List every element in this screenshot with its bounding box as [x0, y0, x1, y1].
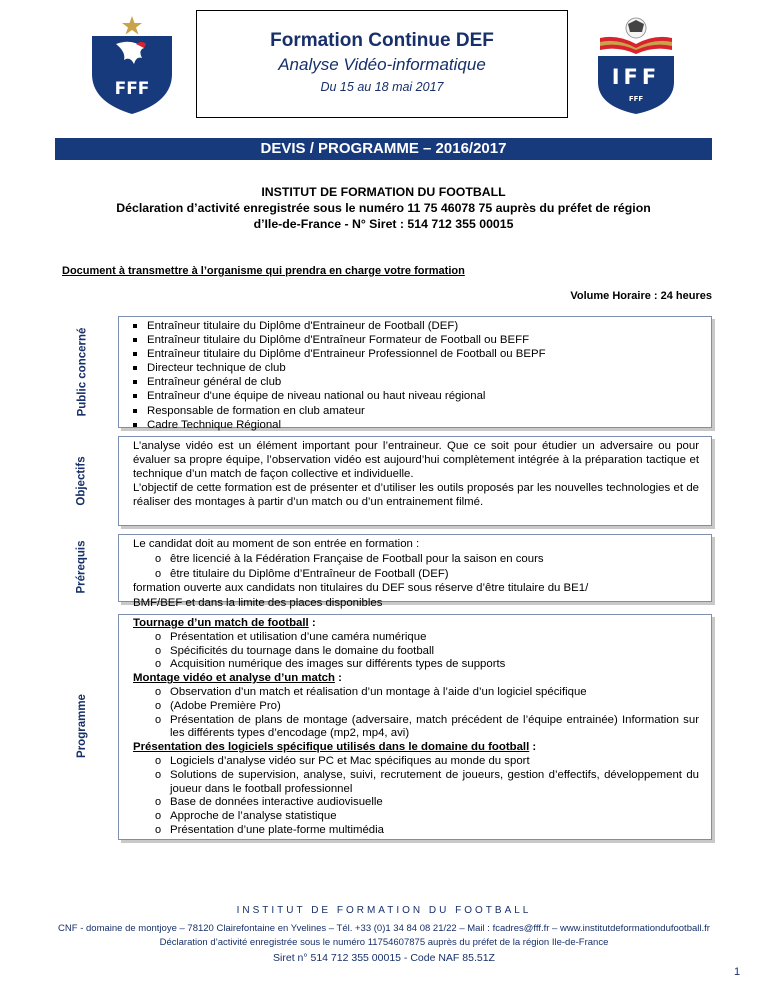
list-item: Entraîneur titulaire du Diplôme d'Entraineur Professionnel de Football ou BEPF: [133, 347, 699, 361]
page-number: 1: [734, 966, 741, 978]
footer-declaration: Déclaration d’activité enregistrée sous le numéro 11754607875 auprès du préfet de la région Ile-de-France: [159, 937, 609, 948]
section-label-public: Public concerné: [76, 327, 88, 417]
list-item: o Présentation et utilisation d’une caméra numérique: [155, 631, 699, 645]
list-item: Entraîneur d'une équipe de niveau national ou haut niveau régional: [133, 389, 699, 403]
institute-siret: d’Ile-de-France - N° Siret : 514 712 355 00015: [253, 217, 514, 231]
prerequis-intro: Le candidat doit au moment de son entrée en formation :: [133, 538, 420, 550]
svg-text:IFF: IFF: [611, 65, 661, 89]
programme-list-tournage: [133, 631, 699, 672]
formation-dates: Du 15 au 18 mai 2017: [320, 80, 444, 94]
footer-siret: Siret n° 514 712 355 00015 - Code NAF 85.51Z: [273, 952, 495, 964]
public-box: [118, 316, 712, 431]
footer-title: INSTITUT DE FORMATION DU FOOTBALL: [236, 905, 532, 916]
prerequis-list: [133, 552, 699, 582]
programme-box: [118, 614, 712, 840]
programme-heading-logiciels: Présentation des logiciels spécifique utilisés dans le domaine du football :: [133, 741, 537, 754]
prerequis-outro-2: BMF/BEF et dans la limite des places disponibles: [133, 597, 383, 610]
list-item: o Logiciels d’analyse vidéo sur PC et Mac spécifiques au monde du sport: [155, 755, 699, 769]
institute-declaration: Déclaration d’activité enregistrée sous le numéro 11 75 46078 75 auprès du préfet de région: [116, 201, 651, 215]
title-box: [196, 10, 568, 118]
objectifs-text-1: L’analyse vidéo est un élément important pour l’entraineur. Que ce soit pour étudier un adversaire ou pour évaluer sa propre équipe, l’observation vidéo est aujourd’hui complètement intégrée à la préparation tactique et technique d’un match de façon collective et individuelle.: [133, 440, 699, 481]
prerequis-box: [118, 534, 712, 610]
fff-logo: [86, 14, 178, 116]
list-item: o être licencié à la Fédération Française de Football pour la saison en cours: [155, 552, 699, 567]
programme-list-montage: [133, 686, 699, 741]
list-item: o Base de données interactive audiovisuelle: [155, 796, 699, 810]
iff-logo: [588, 16, 684, 116]
list-item: o Présentation de plans de montage (adversaire, match précédent de l’équipe entrainée) Information sur les différents types d’encodage (mp2, mp4, avi): [155, 714, 699, 742]
programme-heading-montage: Montage vidéo et analyse d’un match :: [133, 672, 342, 685]
objectifs-box: [118, 436, 712, 526]
footer-address: CNF - domaine de montjoye – 78120 Clairefontaine en Yvelines – Tél. +33 (0)1 34 84 08 21/22 – Mail : fcadres@fff.fr – www.institutdeformationdufootball.fr: [58, 923, 710, 934]
list-item: o Solutions de supervision, analyse, suivi, recrutement de joueurs, gestion d’effectifs, développement du joueur dans le football professionnel: [155, 769, 699, 797]
formation-subtitle: Analyse Vidéo-informatique: [278, 55, 486, 74]
list-item: o Observation d’un match et réalisation d’un montage à l’aide d’un logiciel spécifique: [155, 686, 699, 700]
institute-block: [55, 184, 712, 232]
devis-banner: DEVIS / PROGRAMME – 2016/2017: [55, 138, 712, 160]
volume-horaire: Volume Horaire : 24 heures: [570, 290, 712, 302]
list-item: o Présentation d’une plate-forme multimédia: [155, 824, 699, 838]
transmit-note: Document à transmettre à l’organisme qui prendra en charge votre formation: [62, 265, 465, 277]
prerequis-outro-1: formation ouverte aux candidats non titulaires du DEF sous réserve d’être titulaire du BE1/: [133, 582, 589, 595]
public-list: [133, 319, 699, 432]
svg-text:FFF: FFF: [114, 79, 150, 99]
programme-list-logiciels: [133, 755, 699, 838]
section-label-objectifs: Objectifs: [76, 456, 88, 506]
programme-heading-tournage: Tournage d’un match de football :: [133, 617, 316, 629]
list-item: o être titulaire du Diplôme d’Entraîneur de Football (DEF): [155, 567, 699, 582]
list-item: o Approche de l’analyse statistique: [155, 810, 699, 824]
list-item: Entraîneur général de club: [133, 375, 699, 389]
objectifs-text-2: L’objectif de cette formation est de présenter et d’utiliser les outils proposés par les nouvelles technologies et de réaliser des montages à partir d’un match ou d’un entrainement filmé.: [133, 482, 699, 509]
list-item: Entraîneur titulaire du Diplôme d'Entraineur de Football (DEF): [133, 319, 699, 333]
list-item: Directeur technique de club: [133, 361, 699, 375]
list-item: Entraîneur titulaire du Diplôme d'Entraîneur Formateur de Football ou BEFF: [133, 333, 699, 347]
list-item: Responsable de formation en club amateur: [133, 404, 699, 418]
list-item: o Acquisition numérique des images sur différents types de supports: [155, 658, 699, 672]
institute-name: INSTITUT DE FORMATION DU FOOTBALL: [261, 185, 506, 199]
list-item: o Spécificités du tournage dans le domaine du football: [155, 645, 699, 659]
section-label-programme: Programme: [76, 694, 89, 758]
section-label-prerequis: Prérequis: [76, 540, 88, 594]
formation-title: Formation Continue DEF: [270, 30, 494, 51]
list-item: o (Adobe Première Pro): [155, 700, 699, 714]
svg-text:FFF: FFF: [628, 95, 644, 103]
list-item: Cadre Technique Régional: [133, 418, 699, 432]
